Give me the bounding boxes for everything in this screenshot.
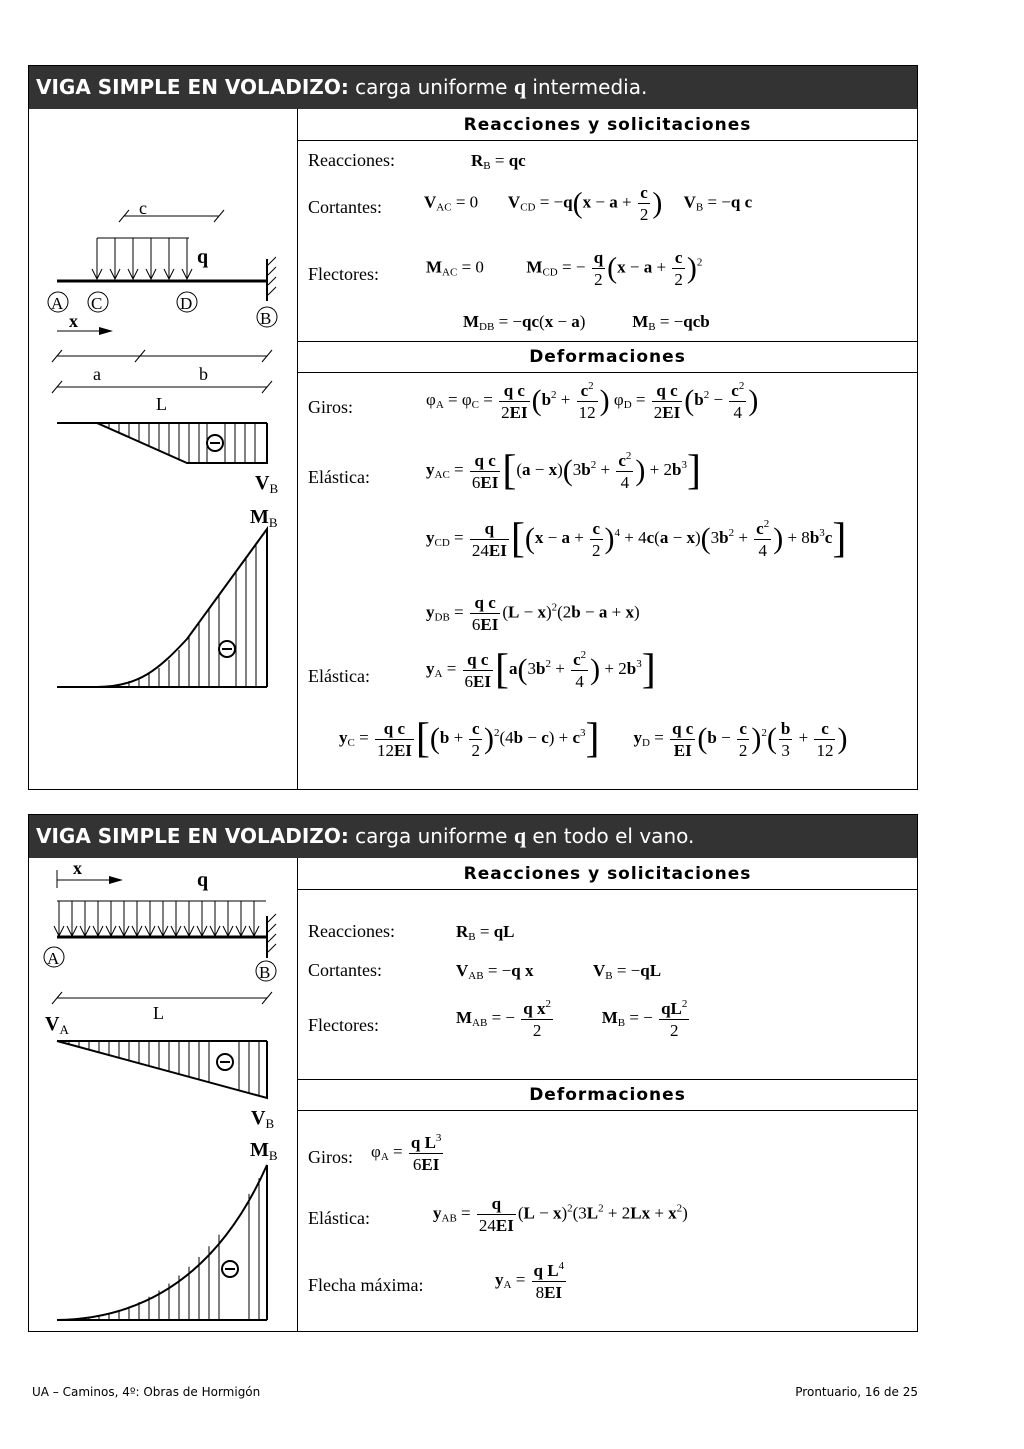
label-VB: $V_B$ [255, 472, 279, 496]
dim-c: c [139, 198, 147, 218]
eq-moment: $M_{AB}$ = − $\frac{q x^2}{2}$ $M_B$ = − $\frac{qL^2}{2}$ [456, 998, 688, 1040]
footer-right: Prontuario, 16 de 25 [795, 1385, 918, 1399]
label-giros: Giros: [308, 1147, 353, 1167]
node-A: A [47, 949, 60, 968]
section-reactions-header: Reacciones y solicitaciones [298, 110, 917, 141]
load-q: q [197, 869, 209, 891]
node-A: A [51, 294, 64, 313]
eq-moment-AC-CD: $M_{AC} = 0$ $M_{CD}$ = − $\frac{q}{2}$ (x − a + $\frac{c}{2}$ )$^2$ [426, 248, 703, 289]
eq-deflection-A: $y_A$ = $\frac{\text{q c}}{6EI}$ [$a(3b^2$ + $\frac{c^2}{4}$ ) + $2b^3$] [426, 647, 656, 693]
eq-rotation: $\varphi_A$ = $\frac{q L^3}{6EI}$ [371, 1132, 442, 1174]
section-deformations-header: Deformaciones [298, 1079, 917, 1111]
label-giros: Giros: [308, 397, 353, 417]
beam-diagram [29, 858, 297, 1331]
node-B: B [259, 963, 271, 982]
x-label: x [73, 858, 82, 878]
label-VB: $V_B$ [251, 1107, 275, 1131]
label-elastica: Elástica: [308, 1208, 370, 1228]
node-D: D [180, 294, 193, 313]
label-MB: $M_B$ [250, 1139, 278, 1163]
footer-left: UA – Caminos, 4º: Obras de Hormigón [32, 1385, 261, 1399]
eq-deflection-AC: $y_{AC}$ = $\frac{\text{q c}}{6EI}$ [$(a - x)(3b^2$ + $\frac{c^2}{4}$ ) + $2b^3$] [426, 448, 701, 494]
label-reacciones: Reacciones: [308, 921, 395, 941]
eq-deflection-CD: $y_{CD}$ = $\frac{q}{24EI}$ [(x − a + $\frac{c}{2}$ )$^4 + 4c(a - x)(3b^2$ + $\frac{c^2}{4}$ ) + $8b^3c$] [426, 516, 847, 562]
eq-deflection-DB: $y_{DB}$ = $\frac{\text{q c}}{6EI}$ $(L - x)^2(2b - a + x)$ [426, 593, 640, 634]
title-text: carga uniforme [355, 824, 508, 848]
eq-deflection-C-D: $y_C$ = $\frac{\text{q c}}{12EI}$ [(b + $\frac{c}{2}$ )$^2(4b - c) + c^3$] $y_D$ = $\frac{\text{q c}}{EI}$ (b − $\frac{c}{2}$ )$^2$( $\frac{b}{3}$ + $\frac{c}{12}$ ) [339, 716, 848, 762]
title-bold: VIGA SIMPLE EN VOLADIZO: [36, 824, 349, 848]
eq-moment-DB-B: $M_{DB} = -qc(x - a)$ $M_B = -qcb$ [463, 312, 710, 333]
dim-L: L [153, 1003, 164, 1023]
label-elastica-1: Elástica: [308, 467, 370, 487]
label-cortantes: Cortantes: [308, 960, 382, 980]
diagram-column [29, 109, 298, 789]
dim-b: b [199, 364, 208, 384]
eq-max-deflection: $y_A$ = $\frac{q L^4}{8EI}$ [495, 1260, 565, 1302]
beam-diagram [29, 109, 297, 789]
section-deformations-header: Deformaciones [298, 341, 917, 373]
panel-title [29, 815, 917, 858]
beam-panel-full-load [28, 814, 918, 1332]
label-VA: $V_A$ [45, 1013, 69, 1037]
label-cortantes: Cortantes: [308, 197, 382, 217]
title-text-end: en todo el vano. [532, 824, 695, 848]
node-B: B [260, 309, 272, 328]
label-reacciones: Reacciones: [308, 150, 395, 170]
eq-deflection-AB: $y_{AB}$ = $\frac{q}{24EI}$ $(L - x)^2(3L^2 + 2Lx + x^2)$ [433, 1194, 688, 1235]
eq-shear: $V_{AB} = -q$ x $V_B = -qL$ [456, 961, 662, 982]
dim-a: a [93, 364, 101, 384]
eq-rotations: $\varphi_A = \varphi_C$ = $\frac{\text{q c}}{2EI}$ ($b^2$ + $\frac{c^2}{12}$ ) $\varphi_D$ = $\frac{\text{q c}}{2EI}$ ($b^2$ − $\frac{c^2}{4}$ ) [426, 380, 759, 422]
load-q: q [197, 246, 209, 268]
label-flectores: Flectores: [308, 1015, 379, 1035]
label-flecha: Flecha máxima: [308, 1275, 424, 1295]
eq-reaction-RB: $R_B$ = qc [471, 151, 526, 172]
section-reactions-header: Reacciones y solicitaciones [298, 859, 917, 890]
beam-panel-intermediate-load [28, 65, 918, 790]
diagram-column [29, 858, 298, 1331]
label-MB: $M_B$ [250, 506, 278, 530]
dim-L: L [156, 394, 167, 414]
title-text-end: intermedia. [532, 75, 648, 99]
title-text: carga uniforme [355, 75, 508, 99]
label-elastica-2: Elástica: [308, 666, 370, 686]
title-bold: VIGA SIMPLE EN VOLADIZO: [36, 75, 349, 99]
eq-reaction-RB: $R_B$ = qL [456, 922, 515, 943]
title-q: q [513, 74, 527, 99]
node-C: C [91, 294, 103, 313]
panel-title [29, 66, 917, 109]
title-q: q [513, 823, 527, 848]
x-label: x [69, 311, 78, 331]
eq-shear: $V_{AC} = 0$ $V_{CD} = -q(x - a$ + $\frac{c}{2}$ ) $V_B = -q$ c [424, 183, 753, 224]
label-flectores: Flectores: [308, 264, 379, 284]
